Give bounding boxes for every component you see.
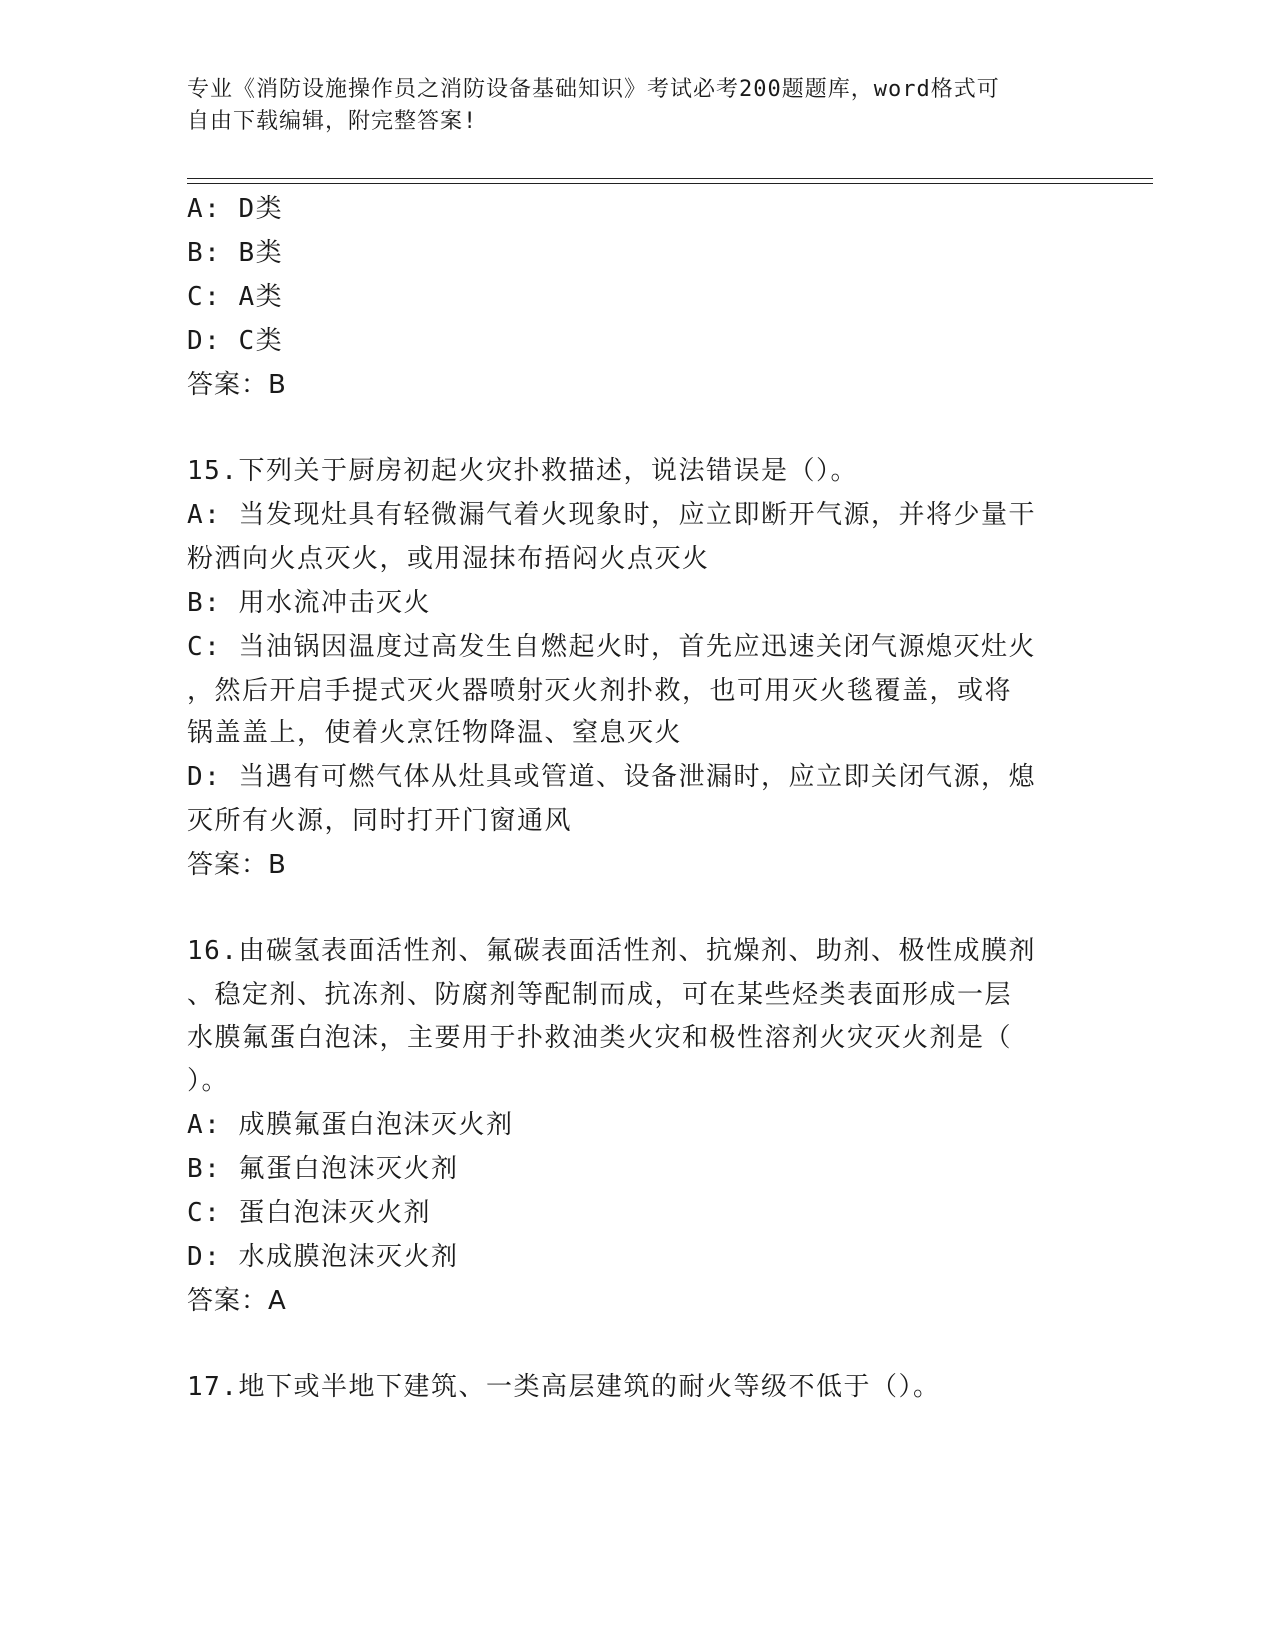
q16-question-line-1: 16.由碳氢表面活性剂、氟碳表面活性剂、抗燥剂、助剂、极性成膜剂 — [187, 936, 1036, 966]
q16-question-line-4: ）。 — [187, 1066, 230, 1096]
header-divider-bottom — [187, 183, 1153, 184]
q15-option-c-line-2: ，然后开启手提式灭火器喷射灭火剂扑救，也可用灭火毯覆盖，或将 — [187, 676, 1013, 706]
header-line-2: 自由下载编辑，附完整答案! — [187, 109, 478, 134]
q16-question-line-3: 水膜氟蛋白泡沫，主要用于扑救油类火灾和极性溶剂火灾灭火剂是（ — [187, 1023, 1013, 1053]
q15-question: 15.下列关于厨房初起火灾扑救描述，说法错误是（）。 — [187, 456, 858, 486]
q15-option-a-line-1: A: 当发现灶具有轻微漏气着火现象时，应立即断开气源，并将少量干 — [187, 500, 1036, 530]
q15-option-a-line-2: 粉洒向火点灭火，或用湿抹布捂闷火点灭火 — [187, 544, 710, 574]
q14-option-b: B: B类 — [187, 238, 284, 268]
q14-answer: 答案：B — [187, 370, 287, 400]
q14-option-c: C: A类 — [187, 282, 284, 312]
q17-question: 17.地下或半地下建筑、一类高层建筑的耐火等级不低于（）。 — [187, 1372, 941, 1402]
header-line-1: 专业《消防设施操作员之消防设备基础知识》考试必考200题题库，word格式可 — [187, 77, 1000, 102]
q15-option-d-line-2: 灭所有火源，同时打开门窗通风 — [187, 806, 573, 836]
q16-option-d: D: 水成膜泡沫灭火剂 — [187, 1242, 459, 1272]
q16-question-line-2: 、稳定剂、抗冻剂、防腐剂等配制而成，可在某些烃类表面形成一层 — [187, 980, 1013, 1010]
q15-option-c-line-1: C: 当油锅因温度过高发生自燃起火时，首先应迅速关闭气源熄灭灶火 — [187, 632, 1036, 662]
q16-option-a: A: 成膜氟蛋白泡沫灭火剂 — [187, 1110, 514, 1140]
q15-answer: 答案：B — [187, 850, 287, 880]
q16-option-b: B: 氟蛋白泡沫灭火剂 — [187, 1154, 459, 1184]
q16-answer: 答案：A — [187, 1286, 287, 1316]
q15-option-b: B: 用水流冲击灭火 — [187, 588, 431, 618]
document-header — [187, 74, 1067, 138]
header-divider-top — [187, 178, 1153, 179]
q15-option-c-line-3: 锅盖盖上，使着火烹饪物降温、窒息灭火 — [187, 718, 683, 748]
q16-option-c: C: 蛋白泡沫灭火剂 — [187, 1198, 431, 1228]
q15-option-d-line-1: D: 当遇有可燃气体从灶具或管道、设备泄漏时，应立即关闭气源，熄 — [187, 762, 1036, 792]
q14-option-a: A: D类 — [187, 194, 284, 224]
q14-option-d: D: C类 — [187, 326, 284, 356]
